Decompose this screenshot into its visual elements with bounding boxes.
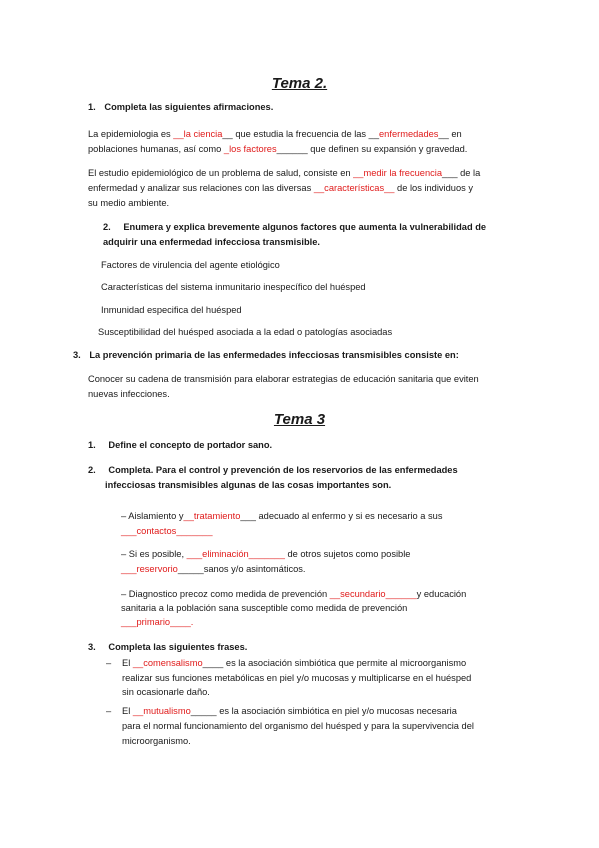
tema3-phrase-2-line1 xyxy=(122,705,457,717)
factor-item: Inmunidad especifica del huésped xyxy=(101,305,242,315)
text: en xyxy=(448,129,462,139)
blank: ___ xyxy=(121,526,137,536)
answer-medir-la-frecuencia: medir la frecuencia xyxy=(363,168,443,178)
question-number: 3. xyxy=(88,642,96,652)
tema3-bullet-3-line2: sanitaria a la población sana susceptible como medida de prevención xyxy=(121,603,408,613)
tema3-question-1 xyxy=(88,439,272,451)
tema2-question-1 xyxy=(88,101,273,113)
blank: _____ xyxy=(190,706,217,716)
factor-item: Factores de virulencia del agente etiológico xyxy=(101,260,280,270)
text: y educación xyxy=(416,589,467,599)
tema2-p2-line2 xyxy=(88,182,473,194)
blank: ______ xyxy=(385,589,417,599)
blank: __ xyxy=(183,511,194,521)
blank: ___ xyxy=(240,511,256,521)
blank: _____ xyxy=(177,564,204,574)
blank: ___ xyxy=(121,564,137,574)
blank: ____ xyxy=(202,658,224,668)
tema2-p2-line3: su medio ambiente. xyxy=(88,198,170,208)
tema3-bullet-1-line2 xyxy=(121,525,213,537)
answer-comensalismo: comensalismo xyxy=(143,658,203,668)
tema3-phrase-1-line1 xyxy=(122,657,466,669)
question-text: Completa. Para el control y prevención de los reservorios de las enfermedades xyxy=(108,465,458,475)
blank: __ xyxy=(353,168,364,178)
blank: __ xyxy=(438,129,449,139)
tema3-bullet-1-line1 xyxy=(121,510,442,522)
tema3-bullet-2-line1 xyxy=(121,548,410,560)
text: es la asociación simbiótica en piel y/o mucosas necesaria xyxy=(216,706,457,716)
question-text: Completa las siguientes afirmaciones. xyxy=(104,102,274,112)
text: – Diagnostico precoz como medida de prevención xyxy=(121,589,330,599)
question-text: La prevención primaria de las enfermedades infecciosas transmisibles consiste en: xyxy=(89,350,459,360)
answer-eliminacion: eliminación xyxy=(202,549,249,559)
blank: __ xyxy=(368,129,380,139)
factor-item: Características del sistema inmunitario inespecífico del huésped xyxy=(101,282,366,292)
tema3-phrase-2-dash: – xyxy=(106,706,112,716)
tema2-q3-answer-line1: Conocer su cadena de transmisión para elaborar estrategias de educación sanitaria que eviten xyxy=(88,374,479,384)
blank: ___ xyxy=(186,549,203,559)
text: El xyxy=(122,706,133,716)
text: que estudia la frecuencia de las xyxy=(232,129,369,139)
text: poblaciones humanas, así como xyxy=(88,144,224,154)
text: de la xyxy=(457,168,481,178)
answer-primario: primario xyxy=(136,617,171,627)
tema3-title: Tema 3 xyxy=(273,411,326,428)
tema3-question-3 xyxy=(88,641,247,653)
answer-reservorio: reservorio xyxy=(136,564,178,574)
blank: __ xyxy=(132,658,144,668)
answer-la-ciencia: la ciencia xyxy=(183,129,223,139)
tema2-p1-line2 xyxy=(88,143,467,155)
text: que definen su expansión y gravedad. xyxy=(307,144,468,154)
tema2-question-2-line1 xyxy=(103,221,486,233)
blank: ______ xyxy=(276,144,308,154)
question-number: 3. xyxy=(73,350,81,360)
answer-secundario: secundario xyxy=(340,589,386,599)
blank: _______ xyxy=(176,526,213,536)
text: de los individuos y xyxy=(394,183,474,193)
blank: _______ xyxy=(248,549,285,559)
question-number: 1. xyxy=(88,440,96,450)
tema3-bullet-3-line3 xyxy=(121,616,193,628)
blank: __ xyxy=(384,183,395,193)
tema3-bullet-2-line2 xyxy=(121,563,306,575)
answer-tratamiento: tratamiento xyxy=(193,511,241,521)
question-number: 2. xyxy=(103,222,111,232)
tema3-question-2-line1 xyxy=(88,464,458,476)
blank: __ xyxy=(132,706,144,716)
tema3-phrase-1-line3: sin ocasionarle daño. xyxy=(122,687,210,697)
tema2-title: Tema 2. xyxy=(271,75,328,92)
tema2-p1-line1 xyxy=(88,128,462,140)
tema3-phrase-1-line2: realizar sus funciones metabólicas en piel y/o mucosas y multiplicarse en el huésped xyxy=(122,673,472,683)
text: El xyxy=(122,658,133,668)
text: . xyxy=(190,617,194,627)
question-number: 1. xyxy=(88,102,96,112)
tema2-q3-answer-line2: nuevas infecciones. xyxy=(88,389,170,399)
blank: __ xyxy=(222,129,233,139)
answer-mutualismo: mutualismo xyxy=(143,706,191,716)
blank: ___ xyxy=(442,168,458,178)
text: La epidemiologia es xyxy=(88,129,174,139)
text: de otros sujetos como posible xyxy=(284,549,411,559)
text: El estudio epidemiológico de un problema de salud, consiste en xyxy=(88,168,354,178)
text: sanos y/o asintomáticos. xyxy=(203,564,306,574)
tema2-question-2-line2: adquirir una enfermedad infecciosa transmisible. xyxy=(103,237,320,247)
question-text: Enumera y explica brevemente algunos factores que aumenta la vulnerabilidad de xyxy=(123,222,487,232)
text: – Si es posible, xyxy=(121,549,187,559)
text: adecuado al enfermo y si es necesario a sus xyxy=(255,511,443,521)
tema2-question-3 xyxy=(73,349,459,361)
text: es la asociación simbiótica que permite al microorganismo xyxy=(223,658,467,668)
tema3-phrase-2-line2: para el normal funcionamiento del organismo del huésped y para la supervivencia del xyxy=(122,721,474,731)
question-text: Completa las siguientes frases. xyxy=(108,642,248,652)
blank: ___ xyxy=(121,617,137,627)
tema3-bullet-3-line1 xyxy=(121,588,466,600)
blank: __ xyxy=(329,589,341,599)
tema2-p2-line1 xyxy=(88,167,480,179)
blank: __ xyxy=(313,183,325,193)
tema3-question-2-line2: infecciosas transmisibles algunas de las cosas importantes son. xyxy=(105,480,392,490)
question-text: Define el concepto de portador sano. xyxy=(108,440,273,450)
question-number: 2. xyxy=(88,465,96,475)
factor-item: Susceptibilidad del huésped asociada a la edad o patologías asociadas xyxy=(98,327,393,337)
blank: ____ xyxy=(170,617,191,627)
tema3-phrase-2-line3: microorganismo. xyxy=(122,736,191,746)
blank: __ xyxy=(173,129,184,139)
tema3-phrase-1-dash: – xyxy=(106,658,112,668)
text: enfermedad y analizar sus relaciones con las diversas xyxy=(88,183,314,193)
answer-los-factores: _los factores xyxy=(223,144,277,154)
answer-enfermedades: enfermedades xyxy=(379,129,439,139)
answer-contactos: contactos xyxy=(136,526,177,536)
answer-caracteristicas: características xyxy=(324,183,385,193)
text: – Aislamiento y xyxy=(121,511,184,521)
